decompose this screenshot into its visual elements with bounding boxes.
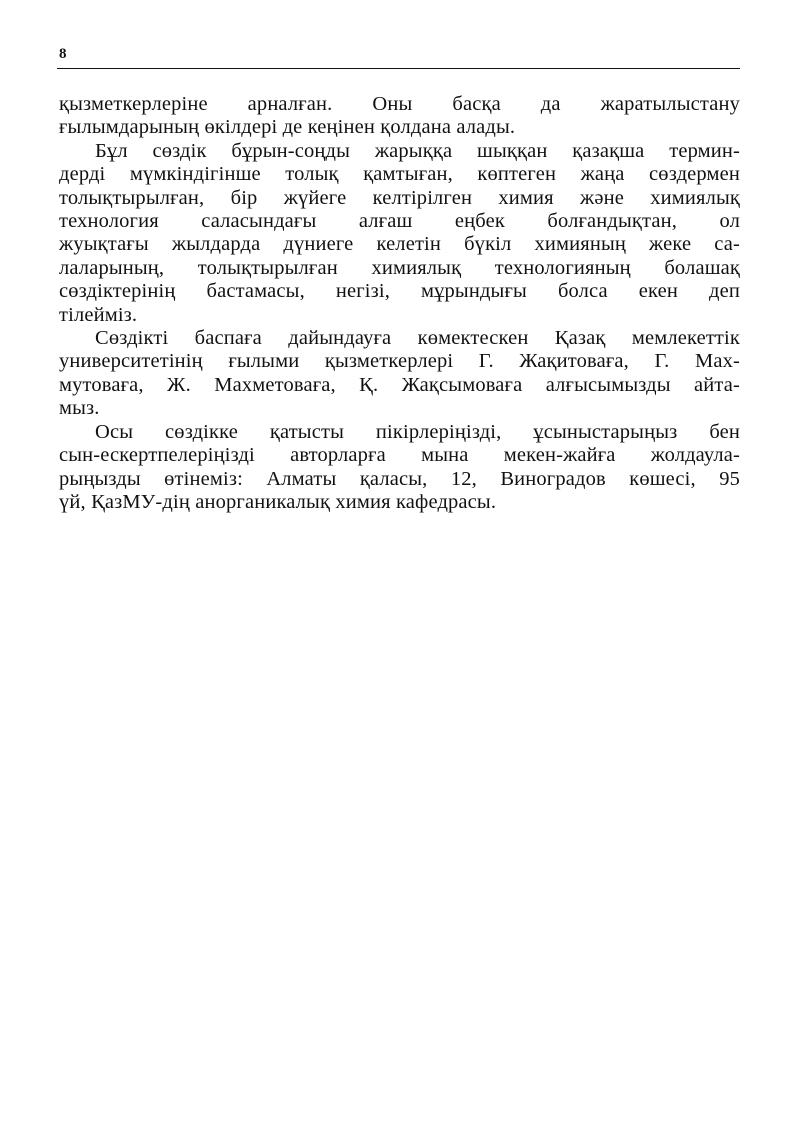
text-line: рыңызды өтінеміз: Алматы қаласы, 12, Виноградов көшесі, 95 (59, 467, 740, 490)
text-line: Сөздікті баспаға дайындауға көмектескен Қазақ мемлекеттік (95, 327, 740, 350)
text-line: дерді мүмкіндігінше толық қамтыған, көптеген жаңа сөздермен (59, 163, 740, 186)
text-line: ғылымдарының өкілдері де кеңінен қолдана алады. (59, 116, 516, 139)
text-line: сын-ескертпелеріңізді авторларға мына мекен-жайға жолдаула- (59, 444, 740, 467)
text-line: жуықтағы жылдарда дүниеге келетін бүкіл химияның жеке са- (59, 233, 740, 256)
body-text (59, 93, 740, 514)
text-line: толықтырылған, бір жүйеге келтірілген химия және химиялық (59, 186, 740, 209)
text-line: үй, ҚазМУ-дің анорганикалық химия кафедрасы. (59, 490, 497, 513)
text-line: университетінің ғылыми қызметкерлері Г. Жақитоваға, Г. Мах- (59, 350, 740, 373)
paragraph-4 (59, 421, 740, 515)
text-line: Бұл сөздік бұрын-соңды жарыққа шыққан қазақша термин- (95, 139, 740, 162)
paragraph-1 (59, 93, 740, 140)
paragraph-2 (59, 140, 740, 327)
text-line: Осы сөздікке қатысты пікірлеріңізді, ұсыныстарыңыз бен (95, 420, 740, 443)
header-rule (57, 68, 740, 69)
paragraph-3 (59, 327, 740, 421)
text-line: тілейміз. (59, 303, 138, 326)
text-line: лаларының, толықтырылған химиялық технологияның болашақ (59, 256, 740, 279)
page-number: 8 (59, 46, 67, 62)
text-line: технология саласындағы алғаш еңбек болғандықтан, ол (59, 210, 740, 233)
text-line: қызметкерлеріне арналған. Оны басқа да жаратылыстану (59, 93, 740, 115)
text-line: мыз. (59, 397, 100, 420)
text-line: сөздіктерінің бастамасы, негізі, мұрындығы болса екен деп (59, 280, 740, 303)
text-line: мутоваға, Ж. Махметоваға, Қ. Жақсымоваға алғысымызды айта- (59, 373, 740, 396)
